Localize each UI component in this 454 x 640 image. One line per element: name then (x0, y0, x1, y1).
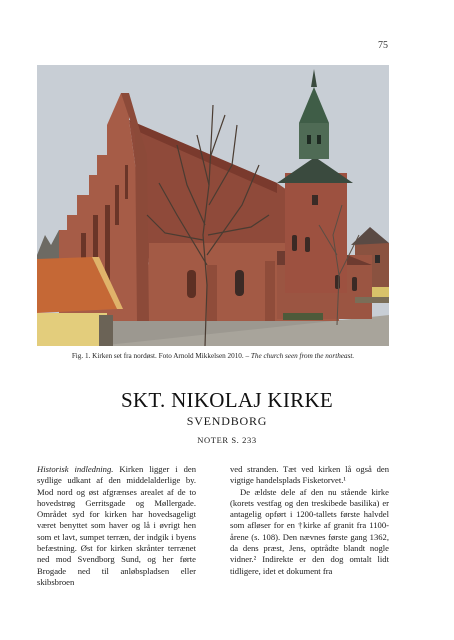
paragraph: De ældste dele af den nu stående kirke (korets vestfag og den treskibede basilika) er antagelig opført i 1200-tallets første halvdel som afløser for en †kirke af granit fra 1100-årene (s. 108). Den nævnes første gang 1362, da dens præst, Jens, optrådte blandt nogle vidner.² Indirekte er den dog omtalt lidt tidligere, idet et dokument fra (230, 486, 389, 576)
caption-danish: Fig. 1. Kirken set fra nordøst. Foto Arnold Mikkelsen 2010. – (71, 352, 250, 360)
text-column-right (230, 464, 389, 577)
page-number: 75 (378, 40, 388, 51)
church-photo (37, 65, 389, 346)
section-lead: Historisk indledning. (37, 464, 114, 474)
page-subtitle: SVENDBORG (186, 414, 268, 428)
page-title: SKT. NIKOLAJ KIRKE (120, 388, 334, 412)
caption-english: The church seen from the northeast. (250, 352, 355, 360)
paragraph-text: Kirken ligger i den sydlige udkant af den middelalderlige by. Mod nord og øst afgrænses arealet af de to hovedstrøg Gerritsgade og Møllergade. Området syd for kirken har hovedsageligt været benyttet som haver og lå i øvrigt hen som et lavt, sumpet terræn, der indgik i byens befæstning. Øst for kirken skrånter terrænet ned mod Svendborg Sund, og her førte Brogade ned til anløbspladsen eller skibsbroen (37, 464, 196, 587)
notes-reference: NOTER S. 233 (197, 435, 257, 445)
text-column-left (37, 464, 196, 588)
paragraph (37, 464, 196, 588)
figure-caption (37, 352, 389, 360)
paragraph: ved stranden. Tæt ved kirken lå også den vigtige handelsplads Fisketorvet.¹ (230, 464, 389, 486)
